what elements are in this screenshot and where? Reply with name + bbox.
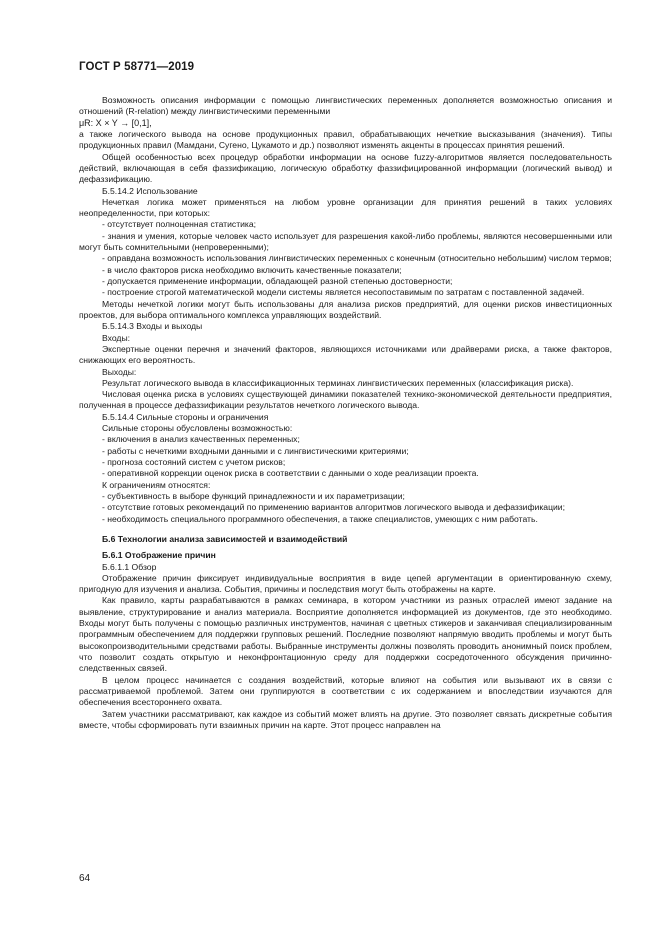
list-item: - отсутствует полноценная статистика;	[102, 219, 257, 230]
paragraph: Методы нечеткой логики могут быть использованы для анализа рисков предприятий, для оценки рисков инвестиционных проектов, для выбора оптимального комплекса управляющих воздействий.	[79, 298, 612, 320]
list-item: - работы с нечеткими входными данными и с лингвистическими критериями;	[102, 445, 409, 456]
paragraph: Входы:	[102, 332, 131, 343]
paragraph: Экспертные оценки перечня и значений факторов, являющихся источниками или драйверами риска, а также факторов, снижающих его вероятность.	[79, 343, 612, 366]
paragraph: Затем участники рассматривают, как каждое из событий может влиять на другие. Это позволяет связать дискретные события вместе, чтобы сформировать пути взаимных причин на карте. Этот процесс направлен на	[79, 708, 612, 730]
section-heading: Б.6 Технологии анализа зависимостей и взаимодействий	[102, 533, 348, 544]
subsection-heading: Б.5.14.4 Сильные стороны и ограничения	[102, 411, 269, 422]
list-item: - допускается применение информации, обладающей разной степенью достоверности;	[102, 276, 453, 286]
paragraph: Выходы:	[102, 366, 137, 377]
paragraph: Как правило, карты разрабатываются в рамках семинара, в котором участники из разных отраслей имеют задание на выявление, структурирование и анализ материала. Восприятие дополняется информацией из документов, где это необходимо. Входы могут быть получены с помощью различных инструментов, начиная с цветных стикеров и заканчивая специализированным программным обеспечением для поддержки групповых решений. Последние позволяют напрямую вводить проблемы и могут быть высокопроизводительными средствами работы. Выбранные инструменты должны позволять проводить анонимный поиск проблем, что позволит создать открытую и неконфронтационную среду для поддержки сосредоточенного обсуждения причинно-следственных связей.	[79, 595, 612, 674]
list-item: - отсутствие готовых рекомендаций по применению вариантов алгоритмов логического вывода и дефаззификации;	[102, 502, 565, 513]
list-item: - в число факторов риска необходимо включить качественные показатели;	[102, 264, 402, 275]
paragraph: Общей особенностью всех процедур обработки информации на основе fuzzy-алгоритмов является последовательность действий, включающая в себя фаззификацию, логическую обработку фаззифицированной информации (логический вывод) и дефаззификацию.	[79, 151, 612, 185]
list-item: - прогноза состояний систем с учетом рисков;	[102, 457, 286, 467]
paragraph: Сильные стороны обусловлены возможностью:	[102, 423, 293, 434]
list-item: - необходимость специального программного обеспечения, а также специалистов, умеющих с ним работать.	[102, 513, 538, 524]
list-item: - субъективность в выборе функций принадлежности и их параметризации;	[102, 490, 405, 501]
document-header: ГОСТ Р 58771—2019	[79, 61, 195, 73]
paragraph: В целом процесс начинается с создания воздействий, которые влияют на события или вызывают их в связи с рассматриваемой проблемой. Затем они группируются в соответствии с их содержанием и впоследствии изучаются для обеспечения всестороннего охвата.	[79, 674, 612, 708]
list-item: - включения в анализ качественных переменных;	[102, 434, 300, 445]
subsection-heading: Б.6.1.1 Обзор	[102, 561, 157, 572]
paragraph: Возможность описания информации с помощью лингвистических переменных дополняется возможностью описания и отношений (R-relation) между лингвистическими переменными	[79, 95, 612, 117]
list-item: - оперативной коррекции оценок риска в соответствии с данными о ходе реализации проекта.	[102, 468, 479, 479]
list-item: - знания и умения, которые человек часто использует для разрешения какой-либо проблемы, являются несовершенными или могут быть сомнительными (непроверенными);	[79, 230, 612, 253]
list-item: - оправдана возможность использования лингвистических переменных с конечным (относительно небольшим) числом термов;	[102, 253, 612, 264]
document-body	[79, 95, 612, 731]
paragraph: Отображение причин фиксирует индивидуальные восприятия в виде цепей аргументации в ориентированную схему, пригодную для изучения и анализа. События, причины и последствия могут быть отображены на карте.	[79, 572, 612, 595]
subsection-heading: Б.5.14.3 Входы и выходы	[102, 321, 203, 332]
paragraph: К ограничениям относятся:	[102, 479, 211, 490]
paragraph: Нечеткая логика может применяться на любом уровне организации для принятия решений в таких условиях неопределенности, при которых:	[79, 196, 612, 219]
paragraph: а также логического вывода на основе продукционных правил, обрабатывающих нечеткие высказывания (значения). Типы продукционных правил (Мамдани, Сугено, Цукамото и др.) позволяют изменять акценты в процессах принятия решений.	[79, 128, 612, 151]
page-number: 64	[79, 873, 91, 884]
subsection-heading-bold: Б.6.1 Отображение причин	[102, 550, 216, 561]
list-item: - построение строгой математической модели системы является несопоставимым по затратам с поставленной задачей.	[102, 287, 585, 298]
paragraph: Результат логического вывода в классификационных терминах лингвистических переменных (классификация риска).	[102, 377, 574, 388]
paragraph: Числовая оценка риска в условиях существующей динамики показателей технико-экономической деятельности предприятия, полученная в процессе дефаззификации результатов нечеткого логического вывода.	[79, 389, 612, 411]
subsection-heading: Б.5.14.2 Использование	[102, 185, 198, 196]
formula: μR: X × Y → [0,1],	[79, 117, 152, 128]
